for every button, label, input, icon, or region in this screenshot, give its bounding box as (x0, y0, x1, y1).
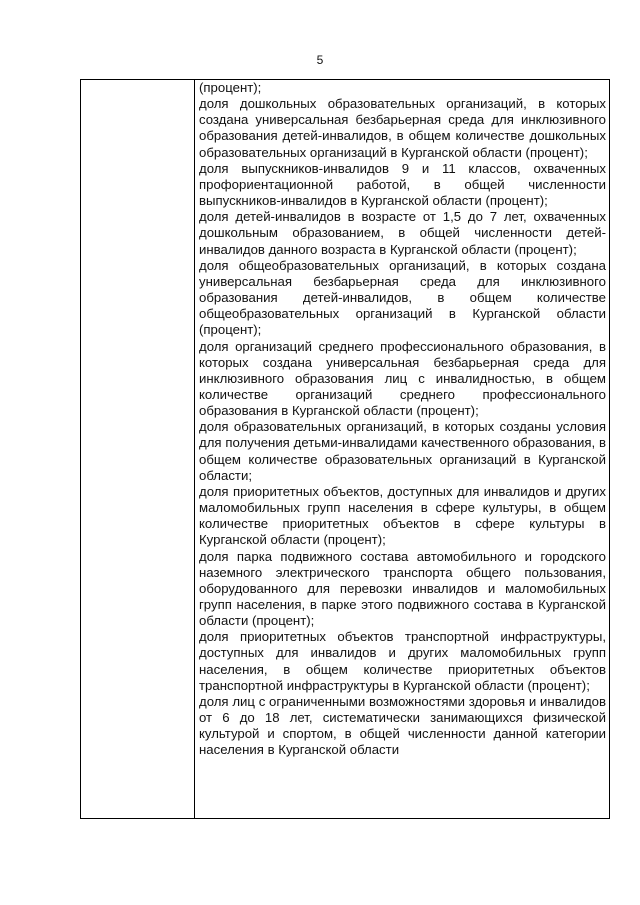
indicator-entry: доля парка подвижного состава автомобильного и городского наземного электрического транспорта общего пользования, оборудованного для перевозки инвалидов и маломобильных групп населения, в парке этого подвижного состава в Курганской области (процент); (199, 548, 606, 629)
indicator-entry: доля детей-инвалидов в возрасте от 1,5 до 7 лет, охваченных дошкольным образованием, в общей численности детей-инвалидов данного возраста в Курганской области (процент); (199, 209, 606, 257)
indicator-entry: (процент); (199, 80, 262, 95)
indicator-table (80, 79, 610, 819)
indicator-entry: доля выпускников-инвалидов 9 и 11 классов, охваченных профориентационной работой, в общей численности выпускников-инвалидов в Курганской области (процент); (199, 160, 606, 209)
page-number: 5 (316, 53, 324, 67)
indicator-entry: доля дошкольных образовательных организаций, в которых создана универсальная безбарьерная среда для инклюзивного образования детей-инвалидов, в общем количестве дошкольных образовательных организаций в Курганской области (процент); (199, 96, 606, 160)
indicator-entry: доля организаций среднего профессионального образования, в которых создана универсальная безбарьерная среда для инклюзивного образования лиц с инвалидностью, в общем количестве организаций среднего профессионального образования в Курганской области (процент); (199, 338, 606, 419)
indicator-entry: доля приоритетных объектов транспортной инфраструктуры, доступных для инвалидов и других маломобильных групп населения, в общем количестве приоритетных объектов транспортной инфраструктуры в Курганской области (процент); (199, 629, 606, 693)
indicator-entry: доля образовательных организаций, в которых созданы условия для получения детьми-инвалидами качественного образования, в общем количестве образовательных организаций в Курганской области; (199, 419, 606, 483)
indicator-entry: доля приоритетных объектов, доступных для инвалидов и других маломобильных групп населения в сфере культуры, в общем количестве приоритетных объектов в сфере культуры в Курганской области (процент); (199, 483, 606, 548)
indicator-entry: доля лиц с ограниченными возможностями здоровья и инвалидов от 6 до 18 лет, систематически занимающихся физической культурой и спортом, в общей численности данной категории населения в Курганской области (199, 693, 606, 758)
indicator-entry: доля общеобразовательных организаций, в которых создана универсальная безбарьерная среда для инклюзивного образования детей-инвалидов, в общем количестве общеобразовательных организаций в Курганской области (процент); (199, 257, 606, 338)
indicators-cell (199, 80, 606, 818)
column-divider (194, 80, 195, 818)
